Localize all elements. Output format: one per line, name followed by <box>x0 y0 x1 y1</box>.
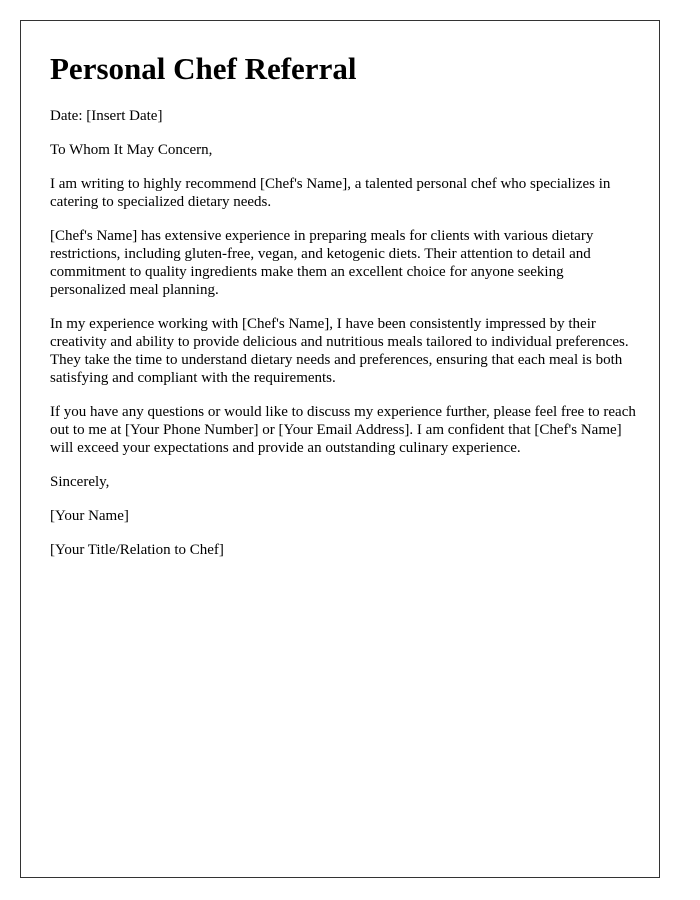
salutation: To Whom It May Concern, <box>50 142 213 158</box>
letter-title: Personal Chef Referral <box>50 51 357 86</box>
date-line: Date: [Insert Date] <box>50 108 163 124</box>
body-paragraph-impressions: In my experience working with [Chef's Name], I have been consistently impressed by their creativity and ability to provide delicious and nutritious meals tailored to individual preferences. They take the time to understand dietary needs and preferences, ensuring that each meal is both satisfying and compliant with the requirements. <box>50 316 629 386</box>
signature-name: [Your Name] <box>50 508 129 524</box>
closing: Sincerely, <box>50 474 110 490</box>
body-paragraph-contact: If you have any questions or would like to discuss my experience further, please feel free to reach out to me at [Your Phone Number] or [Your Email Address]. I am confident that [Chef's Name] will exceed your expectations and provide an outstanding culinary experience. <box>50 404 636 456</box>
body-paragraph-intro: I am writing to highly recommend [Chef's Name], a talented personal chef who specializes in catering to specialized dietary needs. <box>50 176 611 210</box>
letter-body <box>50 51 642 575</box>
body-paragraph-experience: [Chef's Name] has extensive experience in preparing meals for clients with various dietary restrictions, including gluten-free, vegan, and ketogenic diets. Their attention to detail and commitment to quality ingredients make them an excellent choice for anyone seeking personalized meal planning. <box>50 228 594 298</box>
letter-page <box>20 20 660 878</box>
signature-title: [Your Title/Relation to Chef] <box>50 542 224 558</box>
